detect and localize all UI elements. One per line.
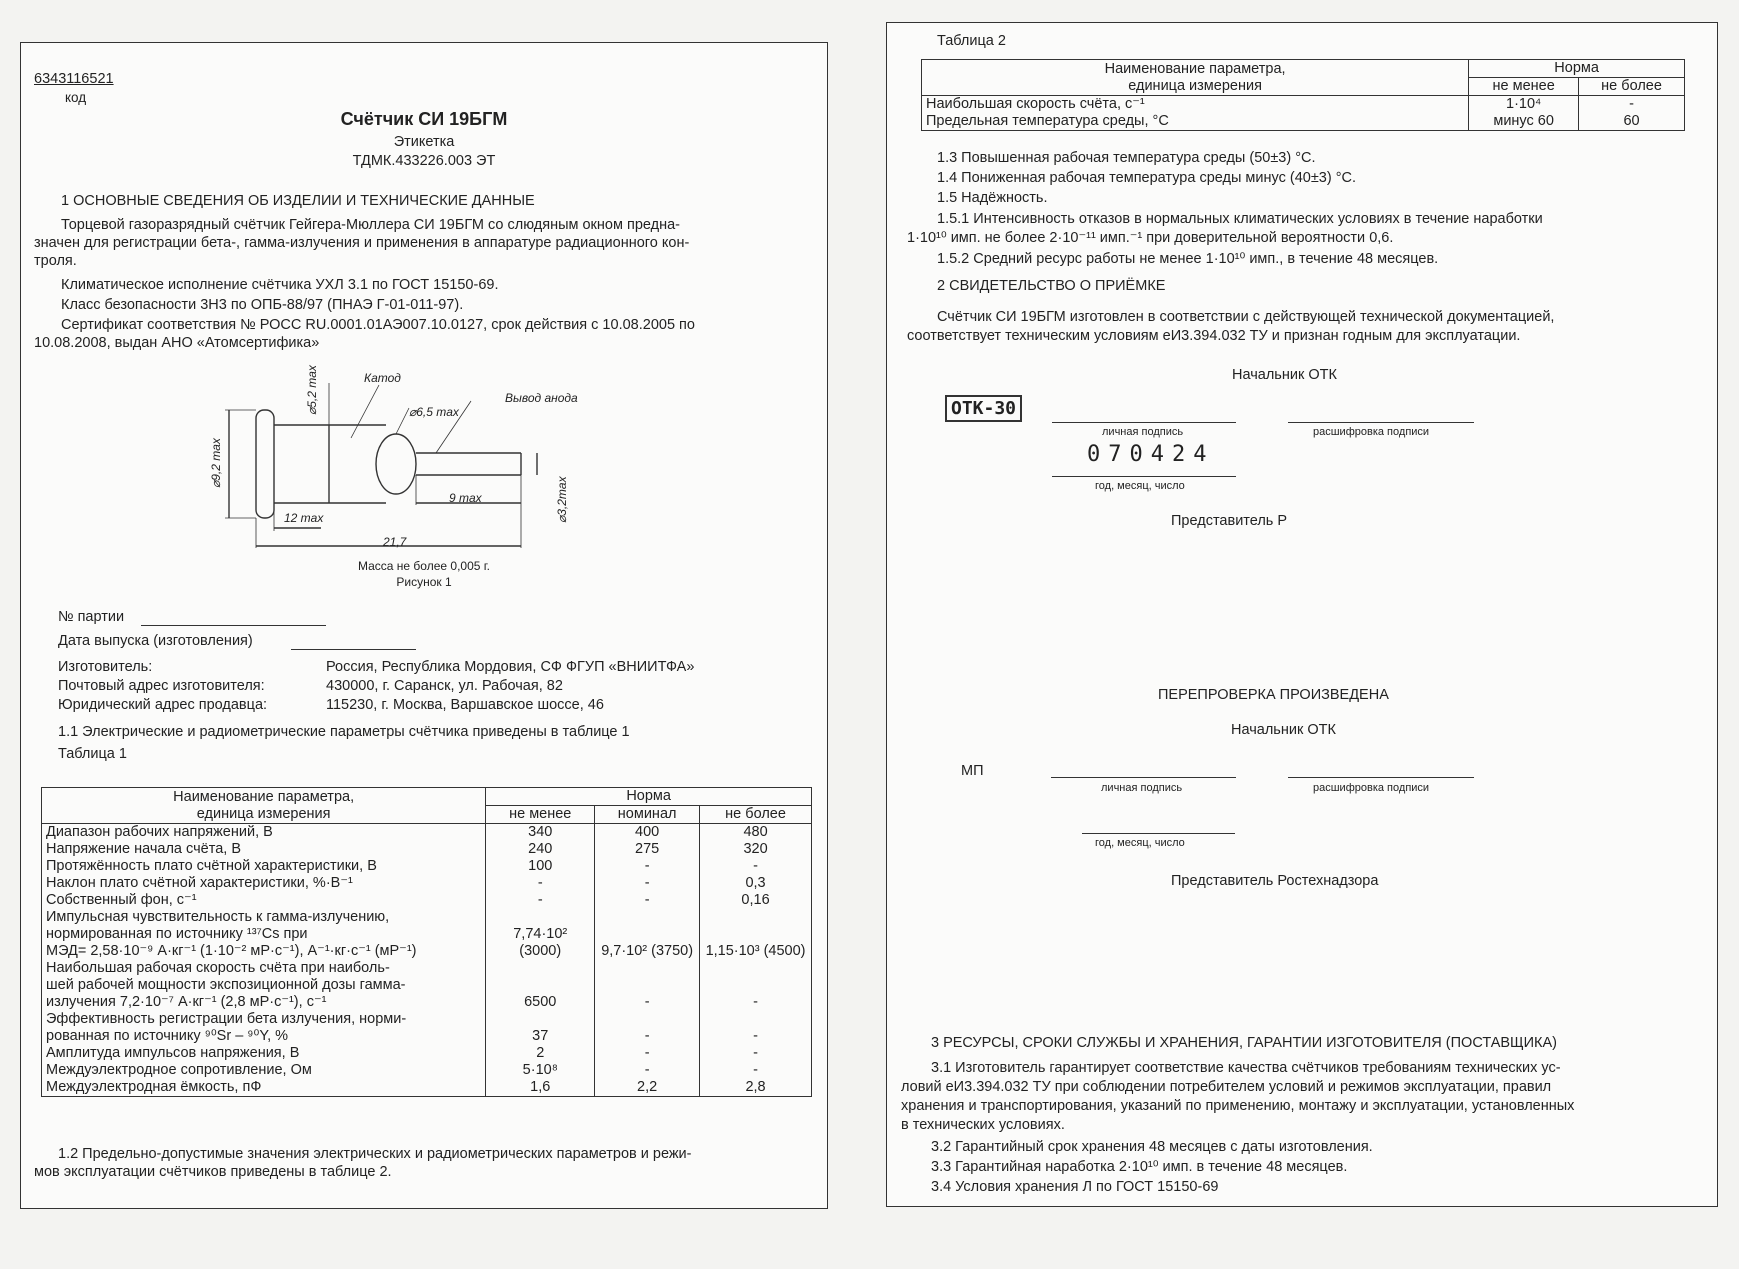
acceptance-line-2: соответствует техническим условиям еИ3.394.032 ТУ и признан годным для эксплуатации. xyxy=(907,328,1521,344)
table1-param-line: Протяжённость плато счётной характеристики, В xyxy=(46,858,377,874)
p12-line-1: 1.2 Предельно-допустимые значения электрических и радиометрических параметров и режи- xyxy=(58,1146,692,1162)
release-date-label: Дата выпуска (изготовления) xyxy=(58,633,253,649)
figure-caption: Рисунок 1 xyxy=(396,575,452,589)
table1-param-line: Собственный фон, с⁻¹ xyxy=(46,892,197,908)
table1-nom: - xyxy=(595,892,700,909)
table1-min: 240 xyxy=(486,841,595,858)
table1-param-line: рованная по источнику ⁹⁰Sr – ⁹⁰Y, % xyxy=(46,1028,289,1044)
decode-label: расшифровка подписи xyxy=(1313,426,1430,438)
p33-text: 3.3 Гарантийная наработка 2·10¹⁰ имп. в течение 48 месяцев. xyxy=(931,1159,1348,1175)
table1-nom: - xyxy=(595,1062,700,1079)
maker-label: Изготовитель: xyxy=(58,659,153,675)
table1-param-line: МЭД= 2,58·10⁻⁹ А·кг⁻¹ (1·10⁻² мР·с⁻¹), А⁻¹·кг·с⁻¹ (мР⁻¹) xyxy=(46,943,417,959)
table1-min: 1,6 xyxy=(486,1079,595,1097)
table1-max: 320 xyxy=(700,841,812,858)
otk-stamp: ОТК-30 xyxy=(945,395,1022,422)
table1-nom: 9,7·10² (3750) xyxy=(595,909,700,960)
table2-head-param-1: Наименование параметра, xyxy=(1104,60,1286,77)
table2-max: - xyxy=(1579,96,1685,114)
decode-label-2: расшифровка подписи xyxy=(1313,782,1430,794)
table-row xyxy=(42,841,812,858)
table1-param-line: Эффективность регистрации бета излучения, норми- xyxy=(46,1011,407,1027)
p151-line-1: 1.5.1 Интенсивность отказов в нормальных климатических условиях в течение наработки xyxy=(937,211,1543,227)
right-page xyxy=(886,22,1718,1207)
table1-param-line: шей рабочей мощности экспозиционной дозы гамма- xyxy=(46,977,406,993)
table1-max: - xyxy=(700,960,812,1011)
p32-text: 3.2 Гарантийный срок хранения 48 месяцев с даты изготовления. xyxy=(931,1139,1373,1155)
table2-param: Наибольшая скорость счёта, с⁻¹ xyxy=(922,96,1469,114)
table1-param xyxy=(42,892,486,909)
date-line-2[interactable] xyxy=(1082,833,1235,834)
p14-text: 1.4 Пониженная рабочая температура среды минус (40±3) °С. xyxy=(937,170,1357,186)
document-number: ТДМК.433226.003 ЭТ xyxy=(352,153,496,169)
label-l21: 21,7 xyxy=(383,535,407,549)
p12-line-2: мов эксплуатации счётчиков приведены в таблице 2. xyxy=(34,1164,392,1180)
date-line[interactable] xyxy=(1052,476,1236,477)
safety-text: Класс безопасности 3Н3 по ОПБ-88/97 (ПНАЭ Г-01-011-97). xyxy=(61,297,464,313)
table-row xyxy=(42,875,812,892)
table-row xyxy=(922,96,1685,114)
representative-full: Представитель Ростехнадзора xyxy=(1171,873,1379,889)
p152-text: 1.5.2 Средний ресурс работы не менее 1·10¹⁰ имп., в течение 48 месяцев. xyxy=(937,251,1439,267)
table2-head-norm: Норма xyxy=(1469,60,1685,78)
batch-field[interactable] xyxy=(141,625,326,626)
table1-head-param-2: единица измерения xyxy=(196,805,331,822)
table1-max: - xyxy=(700,1045,812,1062)
label-anode-lead: Вывод анода xyxy=(505,391,578,405)
p31-line-4: в технических условиях. xyxy=(901,1117,1065,1133)
table1-max: 2,8 xyxy=(700,1079,812,1097)
table-row xyxy=(42,960,812,1011)
table1-nom: - xyxy=(595,960,700,1011)
table1-param xyxy=(42,858,486,875)
p11-text: 1.1 Электрические и радиометрические параметры счётчика приведены в таблице 1 xyxy=(58,724,630,740)
table-row xyxy=(42,892,812,909)
table-row xyxy=(42,824,812,842)
table1-param xyxy=(42,875,486,892)
label-d65: ⌀6,5 max xyxy=(409,405,459,419)
p13-text: 1.3 Повышенная рабочая температура среды (50±3) °С. xyxy=(937,150,1316,166)
table1-nom: 400 xyxy=(595,824,700,842)
otk-head-label: Начальник ОТК xyxy=(1232,367,1337,383)
table2-head-min: не менее xyxy=(1469,78,1579,96)
table1-min: - xyxy=(486,875,595,892)
table1-caption: Таблица 1 xyxy=(58,746,127,762)
table1-param xyxy=(42,1045,486,1062)
table1-param-line: Напряжение начала счёта, В xyxy=(46,841,242,857)
date-label-2: год, месяц, число xyxy=(1095,837,1185,849)
table1-param xyxy=(42,1011,486,1045)
legal-address-label: Юридический адрес продавца: xyxy=(58,697,268,713)
p31-line-2: ловий еИ3.394.032 ТУ при соблюдении потребителем условий и режимов эксплуатации, правил xyxy=(901,1079,1552,1095)
cert-line-1: Сертификат соответствия № РОСС RU.0001.01АЭ007.10.0127, срок действия с 10.08.2005 по xyxy=(61,317,695,333)
maker-value: Россия, Республика Мордовия, СФ ФГУП «ВНИИТФА» xyxy=(326,659,695,675)
climate-text: Климатическое исполнение счётчика УХЛ 3.1 по ГОСТ 15150-69. xyxy=(61,277,499,293)
table1-head-param-1: Наименование параметра, xyxy=(173,788,355,805)
table1-param xyxy=(42,841,486,858)
table1-head-norm: Норма xyxy=(486,788,812,806)
table1-nom: - xyxy=(595,875,700,892)
section3-heading: 3 РЕСУРСЫ, СРОКИ СЛУЖБЫ И ХРАНЕНИЯ, ГАРАНТИИ ИЗГОТОВИТЕЛЯ (ПОСТАВЩИКА) xyxy=(931,1035,1557,1051)
table2-head-max: не более xyxy=(1579,78,1685,96)
table1-max: 1,15·10³ (4500) xyxy=(700,909,812,960)
postal-address-label: Почтовый адрес изготовителя: xyxy=(58,678,265,694)
table-row xyxy=(42,1045,812,1062)
label-l12: 12 max xyxy=(284,511,324,525)
acceptance-line-1: Счётчик СИ 19БГМ изготовлен в соответствии с действующей технической документацией, xyxy=(937,309,1555,325)
table-row xyxy=(42,909,812,960)
table1-nom: - xyxy=(595,1045,700,1062)
mass-text: Масса не более 0,005 г. xyxy=(357,559,491,573)
p31-line-1: 3.1 Изготовитель гарантирует соответствие качества счётчиков требованиям технических ус- xyxy=(931,1060,1561,1076)
table1-nom: 2,2 xyxy=(595,1079,700,1097)
table1-min: 6500 xyxy=(486,960,595,1011)
recheck-heading: ПЕРЕПРОВЕРКА ПРОИЗВЕДЕНА xyxy=(1158,687,1389,703)
table-row xyxy=(42,1011,812,1045)
table-row xyxy=(42,1062,812,1079)
table1-param-line: Диапазон рабочих напряжений, В xyxy=(46,824,273,840)
decode-line[interactable] xyxy=(1288,422,1474,423)
table1-head-min: не менее xyxy=(486,806,595,824)
table2-max: 60 xyxy=(1579,113,1685,131)
batch-label: № партии xyxy=(58,609,125,625)
table1-param-line: Междуэлектродное сопротивление, Ом xyxy=(46,1062,312,1078)
label-d52: ⌀5,2 max xyxy=(305,365,319,415)
signature-label: личная подпись xyxy=(1102,426,1184,438)
release-date-field[interactable] xyxy=(291,649,416,650)
table1-max: 0,16 xyxy=(700,892,812,909)
representative-partial: Представитель Р xyxy=(1171,513,1288,529)
table1-param-line: Импульсная чувствительность к гамма-излучению, xyxy=(46,909,390,925)
table1-head-max: не более xyxy=(700,806,812,824)
table1-param-line: Наклон плато счётной характеристики, %·В⁻¹ xyxy=(46,875,353,891)
table2-min: минус 60 xyxy=(1469,113,1579,131)
product-code: 6343116521 xyxy=(34,71,114,87)
section2-heading: 2 СВИДЕТЕЛЬСТВО О ПРИЁМКЕ xyxy=(937,278,1166,294)
date-label: год, месяц, число xyxy=(1095,480,1185,492)
signature-label-2: личная подпись xyxy=(1101,782,1183,794)
decode-line-2[interactable] xyxy=(1288,777,1474,778)
table1-min: 340 xyxy=(486,824,595,842)
table-row xyxy=(42,1079,812,1097)
table1-max: 480 xyxy=(700,824,812,842)
table1-param-line: Наибольшая рабочая скорость счёта при наиболь- xyxy=(46,960,390,976)
mp-label: МП xyxy=(961,763,984,779)
p34-text: 3.4 Условия хранения Л по ГОСТ 15150-69 xyxy=(931,1179,1219,1195)
table1-min: - xyxy=(486,892,595,909)
table1-param xyxy=(42,960,486,1011)
table1-param xyxy=(42,1079,486,1097)
table1-head-nom: номинал xyxy=(595,806,700,824)
document-subtitle: Этикетка xyxy=(393,134,455,150)
table1-param-line: Амплитуда импульсов напряжения, В xyxy=(46,1045,300,1061)
table1-min: 37 xyxy=(486,1011,595,1045)
p31-line-3: хранения и транспортирования, указаний по применению, монтажу и эксплуатации, установленных xyxy=(901,1098,1575,1114)
handwritten-date: 070424 xyxy=(1087,442,1215,467)
table1-nom: 275 xyxy=(595,841,700,858)
label-cathode: Катод xyxy=(364,371,401,385)
left-page xyxy=(20,42,828,1209)
table1-max: 0,3 xyxy=(700,875,812,892)
cert-line-2: 10.08.2008, выдан АНО «Атомсертифика» xyxy=(34,335,320,351)
intro-line-1: Торцевой газоразрядный счётчик Гейгера-Мюллера СИ 19БГМ со слюдяным окном предна- xyxy=(61,217,680,233)
signature-line-2[interactable] xyxy=(1051,777,1236,778)
table1-min: 100 xyxy=(486,858,595,875)
label-d32: ⌀3,2max xyxy=(555,476,569,523)
table1-param xyxy=(42,824,486,842)
label-l9: 9 max xyxy=(449,491,482,505)
table1-nom: - xyxy=(595,858,700,875)
table1-min: 7,74·10² (3000) xyxy=(486,909,595,960)
table1-param-line: нормированная по источнику ¹³⁷Cs при xyxy=(46,926,308,942)
intro-line-2: значен для регистрации бета-, гамма-излучения и применения в аппаратуре радиационного кон- xyxy=(34,235,690,251)
table1-param xyxy=(42,1062,486,1079)
table2 xyxy=(921,59,1685,131)
legal-address-value: 115230, г. Москва, Варшавское шоссе, 46 xyxy=(326,697,604,713)
table2-caption: Таблица 2 xyxy=(937,33,1006,49)
intro-line-3: троля. xyxy=(34,253,77,269)
p151-line-2: 1·10¹⁰ имп. не более 2·10⁻¹¹ имп.⁻¹ при доверительной вероятности 0,6. xyxy=(907,230,1394,246)
postal-address-value: 430000, г. Саранск, ул. Рабочая, 82 xyxy=(326,678,563,694)
table2-head-param-2: единица измерения xyxy=(1128,77,1262,94)
table1-min: 2 xyxy=(486,1045,595,1062)
table2-param: Предельная температура среды, °С xyxy=(922,113,1469,131)
table-row xyxy=(42,858,812,875)
table1-nom: - xyxy=(595,1011,700,1045)
table1-max: - xyxy=(700,1011,812,1045)
product-code-label: код xyxy=(65,90,87,105)
table1-max: - xyxy=(700,1062,812,1079)
label-d92: ⌀9,2 max xyxy=(209,438,223,488)
document-title: Счётчик СИ 19БГМ xyxy=(340,109,508,129)
table1-min: 5·10⁸ xyxy=(486,1062,595,1079)
table1-max: - xyxy=(700,858,812,875)
table2-min: 1·10⁴ xyxy=(1469,96,1579,114)
signature-line[interactable] xyxy=(1052,422,1236,423)
table1 xyxy=(41,787,812,1097)
table1-param-line: Междуэлектродная ёмкость, пФ xyxy=(46,1079,262,1095)
p15-text: 1.5 Надёжность. xyxy=(937,190,1048,206)
otk-head-label-2: Начальник ОТК xyxy=(1231,722,1336,738)
table1-param-line: излучения 7,2·10⁻⁷ А·кг⁻¹ (2,8 мР·с⁻¹), с⁻¹ xyxy=(46,994,327,1010)
table1-param xyxy=(42,909,486,960)
table-row xyxy=(922,113,1685,131)
section1-heading: 1 ОСНОВНЫЕ СВЕДЕНИЯ ОБ ИЗДЕЛИИ И ТЕХНИЧЕСКИЕ ДАННЫЕ xyxy=(61,193,535,209)
